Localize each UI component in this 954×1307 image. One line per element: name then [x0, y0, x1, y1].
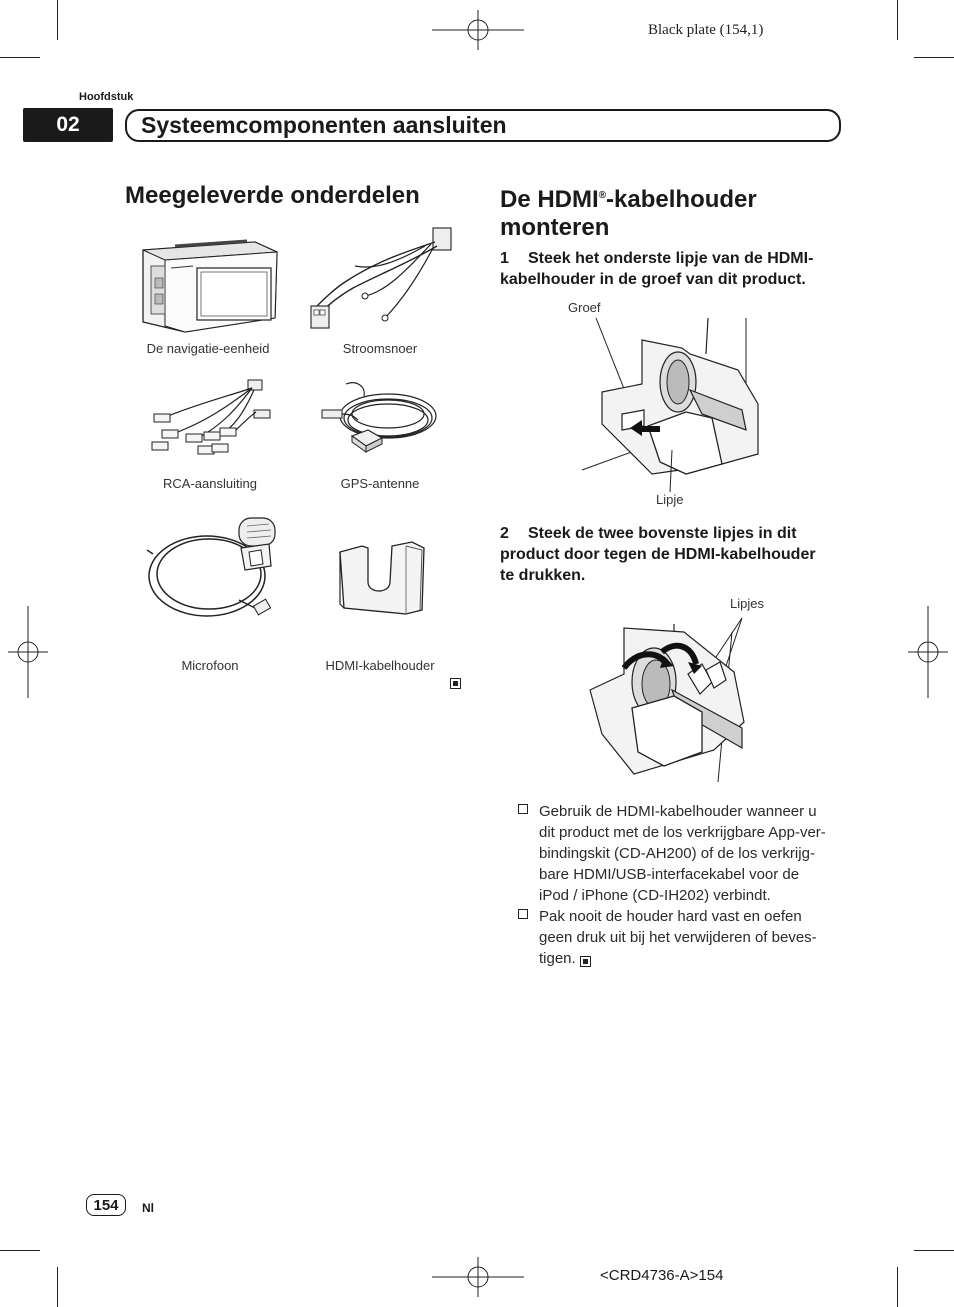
crop-mark — [914, 1250, 954, 1251]
groove-illustration-icon — [582, 314, 774, 490]
crop-mark — [57, 1267, 58, 1307]
section-title-parts: Meegeleverde onderdelen — [125, 182, 420, 209]
part-label: RCA-aansluiting — [163, 476, 257, 491]
step-text: product door tegen de HDMI-kabelhouder — [500, 546, 816, 563]
step-text: Steek de twee bovenste lipjes in dit — [528, 525, 797, 542]
title-part2: -kabelhouder — [606, 186, 757, 213]
checkbox-icon — [518, 804, 528, 814]
rca-connector-icon — [148, 376, 272, 466]
part-label: Stroomsnoer — [342, 341, 418, 356]
gps-antenna-icon — [316, 376, 442, 468]
note-line: Gebruik de HDMI-kabelhouder wanneer u — [539, 803, 817, 820]
chapter-label: Hoofdstuk — [79, 91, 134, 103]
power-cord-icon — [305, 222, 455, 338]
page-number: 154 — [86, 1194, 126, 1216]
registration-mark-icon — [8, 606, 48, 698]
step-text: kabelhouder in de groef van dit product. — [500, 271, 806, 288]
registration-mark-icon — [908, 606, 948, 698]
note-line: tigen. — [539, 950, 576, 967]
chapter-title: Systeemcomponenten aansluiten — [125, 109, 841, 142]
section-title-hdmi — [500, 182, 840, 242]
step-1 — [500, 248, 840, 290]
crop-mark — [897, 0, 898, 40]
language-code: Nl — [142, 1201, 154, 1215]
note-line: bindingskit (CD-AH200) of de los verkrijg- — [539, 845, 815, 862]
registration-mark-icon — [432, 1257, 524, 1297]
note-2 — [518, 906, 848, 969]
figure-label-groef: Groef — [568, 300, 601, 315]
note-line: bare HDMI/USB-interfacekabel voor de — [539, 866, 800, 883]
note-line: geen druk uit bij het verwijderen of beves- — [539, 929, 817, 946]
hdmi-holder-icon — [334, 538, 430, 618]
part-label: De navigatie-eenheid — [146, 341, 270, 356]
crop-mark — [914, 57, 954, 58]
step-number: 2 — [500, 525, 509, 542]
title-line2: monteren — [500, 214, 610, 241]
end-mark-icon — [580, 956, 591, 967]
part-label: GPS-antenne — [340, 476, 420, 491]
chapter-number: 02 — [23, 108, 113, 142]
part-label: HDMI-kabelhouder — [325, 658, 435, 673]
crop-mark — [0, 1250, 40, 1251]
tabs-illustration-icon — [584, 612, 754, 784]
note-1 — [518, 801, 848, 906]
figure-label-lipjes: Lipjes — [730, 596, 764, 611]
registration-mark-icon — [432, 10, 524, 50]
note-line: Pak nooit de houder hard vast en oefen — [539, 908, 802, 925]
microphone-icon — [143, 514, 283, 620]
registered-mark: ® — [598, 190, 607, 201]
note-line: dit product met de los verkrijgbare App-ver- — [539, 824, 826, 841]
crop-mark — [0, 57, 40, 58]
part-label: Microfoon — [181, 658, 239, 673]
crop-mark — [897, 1267, 898, 1307]
navigation-unit-icon — [135, 238, 281, 334]
document-code: <CRD4736-A>154 — [600, 1267, 724, 1284]
step-text: Steek het onderste lipje van de HDMI- — [528, 250, 814, 267]
title-part1: De HDMI — [500, 186, 599, 213]
step-number: 1 — [500, 250, 509, 267]
step-text: te drukken. — [500, 567, 586, 584]
checkbox-icon — [518, 909, 528, 919]
crop-mark — [57, 0, 58, 40]
note-line: iPod / iPhone (CD-IH202) verbindt. — [539, 887, 771, 904]
figure-label-lipje: Lipje — [656, 492, 684, 507]
plate-label: Black plate (154,1) — [648, 22, 764, 38]
step-2 — [500, 523, 840, 586]
end-mark-icon — [450, 678, 461, 689]
